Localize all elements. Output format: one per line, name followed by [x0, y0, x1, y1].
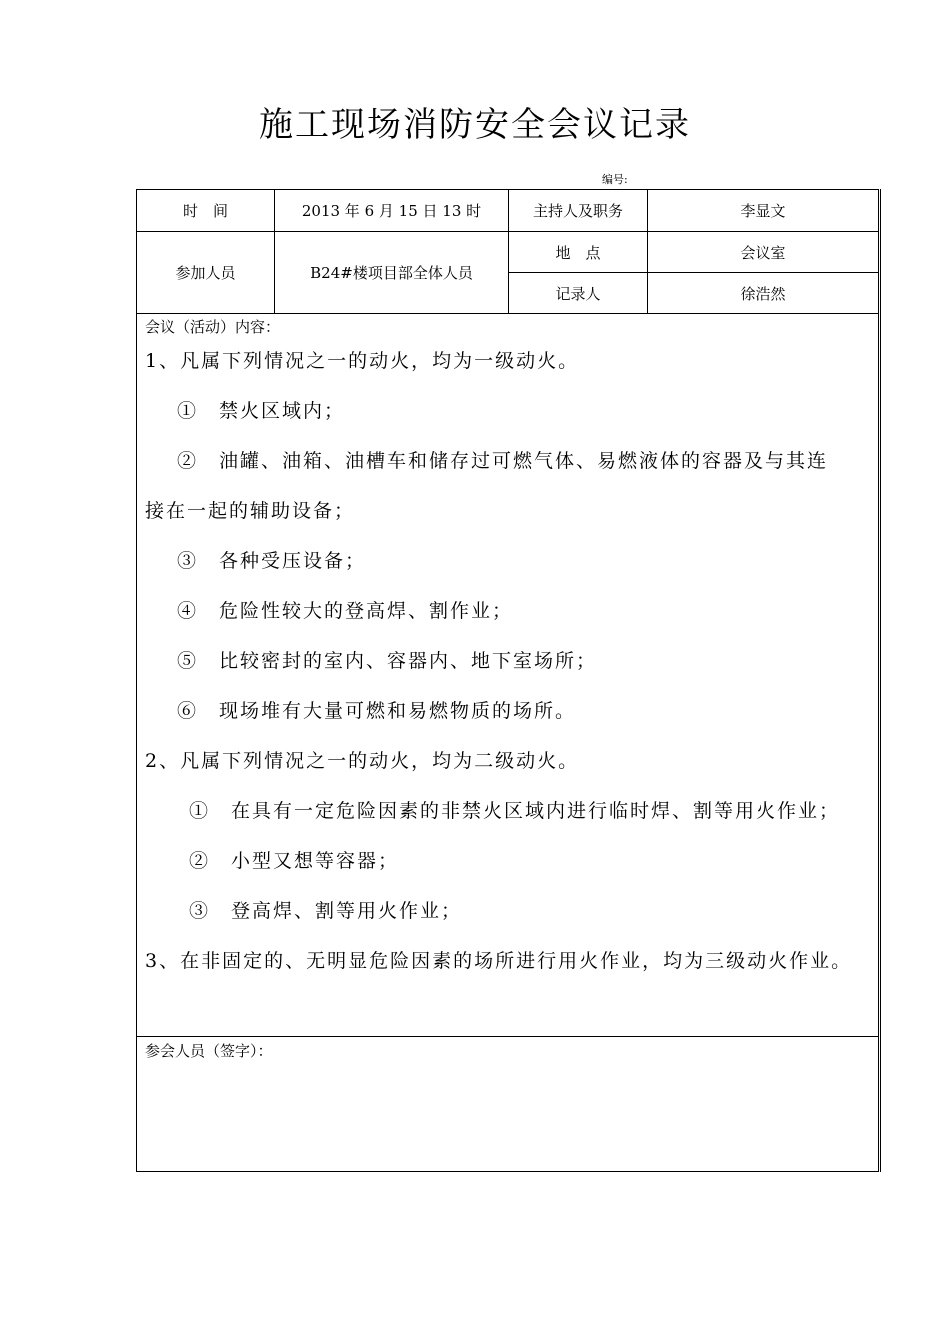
content-line: ③ 各种受压设备； [177, 550, 367, 572]
document-title: 施工现场消防安全会议记录 [259, 105, 691, 145]
content-line: ① 禁火区域内； [177, 400, 346, 422]
content-line: 1、凡属下列情况之一的动火，均为一级动火。 [145, 350, 580, 372]
time-value: 2013 年 6 月 15 日 13 时 [275, 190, 509, 232]
location-value: 会议室 [648, 232, 880, 273]
content-line: 2、凡属下列情况之一的动火，均为二级动火。 [145, 750, 580, 772]
attendees-value: B24#楼项目部全体人员 [275, 232, 509, 314]
host-label: 主持人及职务 [509, 190, 648, 232]
content-line: ① 在具有一定危险因素的非禁火区域内进行临时焊、割等用火作业； [189, 800, 841, 822]
recorder-label: 记录人 [509, 273, 648, 314]
content-line: ② 小型又想等容器； [189, 850, 400, 872]
signature-cell [137, 1037, 880, 1172]
content-label: 会议（活动）内容： [145, 318, 281, 336]
signature-label: 参会人员（签字）： [145, 1042, 273, 1060]
location-label: 地 点 [509, 232, 648, 273]
content-line: ⑤ 比较密封的室内、容器内、地下室场所； [177, 650, 598, 672]
content-line: ② 油罐、油箱、油槽车和储存过可燃气体、易燃液体的容器及与其连 [177, 450, 829, 472]
time-label: 时 间 [137, 190, 275, 232]
content-line: 3、在非固定的、无明显危险因素的场所进行用火作业，均为三级动火作业。 [145, 950, 853, 972]
host-value: 李显文 [648, 190, 880, 232]
meeting-content-cell [137, 314, 880, 1037]
attendees-label: 参加人员 [137, 232, 275, 314]
content-line: ④ 危险性较大的登高焊、割作业； [177, 600, 514, 622]
doc-number-label: 编号: [602, 173, 628, 186]
meeting-record-table [136, 189, 881, 1172]
content-line: ③ 登高焊、割等用火作业； [189, 900, 463, 922]
content-line: 接在一起的辅助设备； [145, 500, 356, 522]
recorder-value: 徐浩然 [648, 273, 880, 314]
content-line: ⑥ 现场堆有大量可燃和易燃物质的场所。 [177, 700, 577, 722]
